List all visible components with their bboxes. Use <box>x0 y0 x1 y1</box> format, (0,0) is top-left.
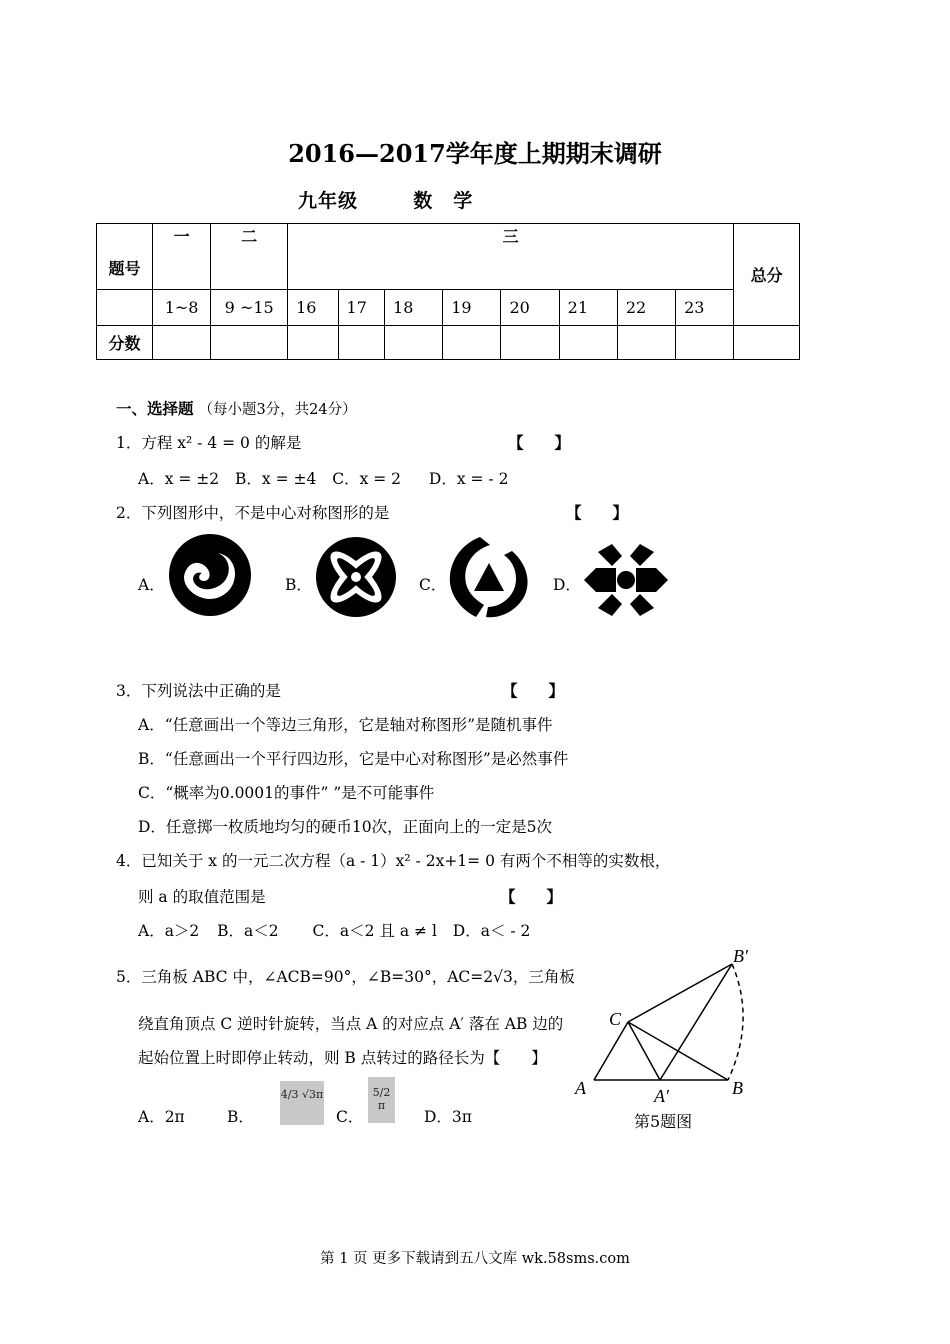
score-cell[interactable] <box>338 326 385 360</box>
q2-stem: 2．下列图形中，不是中心对称图形的是 <box>116 504 390 522</box>
q4-option-a[interactable]: A．a＞2 <box>138 922 200 940</box>
page-footer: 第 1 页 更多下载请到五八文库 wk.58sms.com <box>320 1251 630 1267</box>
row-label-score: 分数 <box>97 326 153 360</box>
q1-stem: 1．方程 x² ‑ 4 = 0 的解是 <box>116 434 302 452</box>
col-22: 22 <box>617 290 675 326</box>
q3-answer-bracket[interactable]: 【 】 <box>502 681 565 700</box>
q1-option-c[interactable]: C．x = 2 <box>332 470 402 488</box>
col-9-15: 9 ~15 <box>211 290 288 326</box>
q4-stem-line1: 4．已知关于 x 的一元二次方程（a ‑ 1）x² ‑ 2x+1= 0 有两个不相等的实数根， <box>116 852 671 870</box>
score-cell[interactable] <box>385 326 443 360</box>
q5-option-c-image: 5/2 π <box>368 1077 395 1123</box>
q1-options <box>138 467 508 489</box>
subject-label: 数 学 <box>413 190 474 212</box>
grade-subject <box>298 186 473 213</box>
score-cell[interactable] <box>501 326 559 360</box>
q2-option-a[interactable]: A． <box>138 576 165 594</box>
q5-option-d[interactable]: D．3π <box>424 1108 472 1126</box>
q1-answer-bracket[interactable]: 【 】 <box>508 433 571 452</box>
col-20: 20 <box>501 290 559 326</box>
col-21: 21 <box>559 290 617 326</box>
q5-figure-caption: 第5题图 <box>634 1112 693 1131</box>
total-header: 总分 <box>734 224 800 326</box>
section-2-header: 二 <box>211 224 288 290</box>
label-a-prime: A′ <box>654 1086 669 1104</box>
page-title: 2016—2017学年度上期期末调研 <box>288 139 662 168</box>
q5-option-a[interactable]: A．2π <box>138 1108 185 1126</box>
score-cell[interactable] <box>559 326 617 360</box>
q4-option-b[interactable]: B．a＜2 <box>217 922 279 940</box>
section-1-header: 一 <box>152 224 210 290</box>
q3-option-a[interactable]: A．“任意画出一个等边三角形，它是轴对称图形”是随机事件 <box>138 716 553 734</box>
q5-stem-line1: 5．三角板 ABC 中，∠ACB=90°，∠B=30°，AC=2√3，三角板 <box>116 968 575 986</box>
label-b-prime: B′ <box>733 946 748 966</box>
q4-options <box>138 919 530 941</box>
section-3-header: 三 <box>288 224 734 290</box>
score-cell[interactable] <box>152 326 210 360</box>
q2-option-b[interactable]: B． <box>285 576 312 594</box>
q2-answer-bracket[interactable]: 【 】 <box>566 503 629 522</box>
q1-option-b[interactable]: B．x = ±4 <box>235 470 317 488</box>
col-18: 18 <box>385 290 443 326</box>
q3-option-d[interactable]: D．任意掷一枚质地均匀的硬币10次，正面向上的一定是5次 <box>138 818 553 836</box>
q2-option-d[interactable]: D． <box>553 576 581 594</box>
score-cell[interactable] <box>676 326 734 360</box>
score-table <box>96 223 800 360</box>
col-1-8: 1~8 <box>152 290 210 326</box>
q5-figure <box>570 944 760 1104</box>
q5-option-b[interactable]: B． <box>227 1108 254 1126</box>
grade-label: 九年级 <box>298 190 359 212</box>
q3-stem: 3．下列说法中正确的是 <box>116 682 281 700</box>
score-cell[interactable] <box>734 326 800 360</box>
col-17: 17 <box>338 290 385 326</box>
q5-stem-line3: 起始位置上时即停止转动，则 B 点转过的路径长为【 】 <box>138 1049 547 1067</box>
q4-answer-bracket[interactable]: 【 】 <box>500 887 563 906</box>
q3-option-c[interactable]: C．“概率为0.0001的事件” ”是不可能事件 <box>138 784 435 802</box>
score-cell[interactable] <box>443 326 501 360</box>
q2-option-c[interactable]: C． <box>419 576 447 594</box>
label-c: C <box>609 1009 622 1029</box>
q5-stem-line2: 绕直角顶点 C 逆时针旋转，当点 A 的对应点 A′ 落在 AB 边的 <box>138 1015 564 1033</box>
col-19: 19 <box>443 290 501 326</box>
label-a: A <box>575 1078 586 1098</box>
score-cell[interactable] <box>211 326 288 360</box>
q5-option-b-image: 4/3 √3π <box>280 1081 324 1125</box>
row-label-question: 题号 <box>97 224 153 290</box>
four-petal-ring-icon <box>315 536 397 618</box>
col-16: 16 <box>288 290 338 326</box>
score-cell[interactable] <box>288 326 338 360</box>
yin-yang-ring-icon <box>168 533 252 617</box>
q1-option-d[interactable]: D．x = ‑ 2 <box>428 470 509 488</box>
q5-option-c[interactable]: C． <box>336 1108 364 1126</box>
question-number-row <box>97 290 800 326</box>
label-b: B <box>732 1078 743 1098</box>
q4-option-d[interactable]: D．a＜ ‑ 2 <box>452 922 531 940</box>
four-diamond-cross-icon <box>582 542 670 618</box>
score-row <box>97 326 800 360</box>
q1-option-a[interactable]: A．x = ±2 <box>138 470 220 488</box>
triangle-in-ring-icon <box>446 535 532 619</box>
q4-option-c[interactable]: C．a＜2 且 a ≠ l <box>312 922 437 940</box>
section-1-heading: 一、选择题 （每小题3分，共24分） <box>116 399 357 418</box>
q4-stem-line2: 则 a 的取值范围是 <box>138 888 266 906</box>
col-23: 23 <box>676 290 734 326</box>
q3-option-b[interactable]: B．“任意画出一个平行四边形，它是中心对称图形”是必然事件 <box>138 750 569 768</box>
score-cell[interactable] <box>617 326 675 360</box>
